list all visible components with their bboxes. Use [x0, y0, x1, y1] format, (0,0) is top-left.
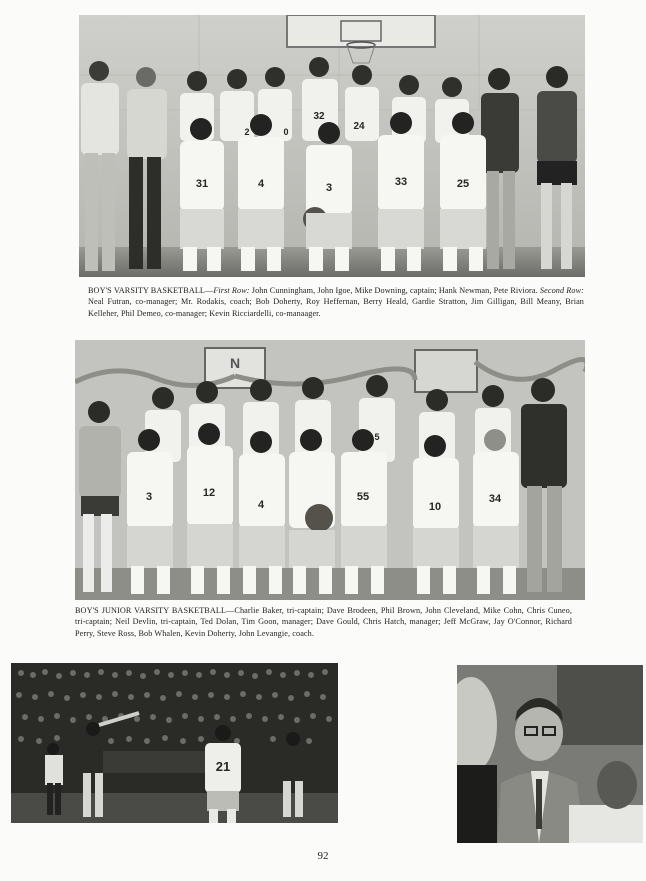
game-action-photo [11, 663, 338, 823]
varsity-jersey-back-2: 0 [283, 127, 289, 137]
varsity-caption: BOY'S VARSITY BASKETBALL—First Row: John Cunningham, John Igoe, Mike Downing, captain; Hank Newman, Pete Riviora. Second Row: Neal Futran, co-manager; Mr. Rodakis, coach; Bob Doherty, Roy Heffernan, Berry Heald, Gardie Stratton, Jim Gilligan, Bill Meany, Brian Kelleher, Phil Demeo, co-manager; Kevin Ricciardelli, co-manaager. [88, 286, 584, 318]
jv-jersey-12: 12 [202, 487, 216, 499]
varsity-jersey-33: 33 [394, 176, 408, 188]
game-jersey-21: 21 [215, 759, 231, 774]
junior-varsity-team-photo [75, 340, 585, 600]
jv-jersey-back-2: 5 [374, 432, 380, 442]
varsity-team-photo [79, 15, 585, 277]
varsity-jersey-back-3: 32 [313, 111, 325, 122]
junior-varsity-names: Charlie Baker, tri-captain; Dave Brodeen, Phil Brown, John Cleveland, Mike Cohn, Chris Cuneo, tri-captain; Neil Devlin, tri-captain, Ted Dolan, Tim Goon, manager; Dave Gould, Chris Hatch, manager; Jeff McGraw, Jay O'Connor, Richard Perry, Steve Ross, Bob Whalen, Kevin Doherty, John Levangie, coach. [75, 606, 572, 638]
jv-jersey-3: 3 [145, 491, 153, 503]
jv-jersey-55: 55 [356, 491, 370, 503]
page-number: 92 [317, 850, 329, 862]
varsity-row2-label: Second Row: [539, 286, 584, 295]
coach-candid-photo [457, 665, 643, 843]
varsity-row1-names: John Cunningham, John Igoe, Mike Downing, captain; Hank Newman, Pete Riviora. [251, 286, 538, 295]
svg-text:N: N [229, 355, 241, 371]
varsity-row2-names: Neal Futran, co-manager; Mr. Rodakis, coach; Bob Doherty, Roy Heffernan, Berry Heald, Gardie Stratton, Jim Gilligan, Bill Meany, Brian Kelleher, Phil Demeo, co-manager; Kevin Ricciardelli, co-manaager. [88, 297, 584, 318]
varsity-jersey-31: 31 [195, 178, 209, 190]
varsity-heading: BOY'S VARSITY BASKETBALL [88, 286, 206, 295]
jv-jersey-back-1: 1 [310, 432, 316, 442]
jv-jersey-10: 10 [428, 501, 442, 513]
jv-jersey-34: 34 [488, 493, 502, 505]
varsity-row1-label: First Row: [213, 286, 250, 295]
jv-jersey-4: 4 [257, 499, 265, 511]
varsity-jersey-25: 25 [456, 178, 470, 190]
junior-varsity-caption: BOY'S JUNIOR VARSITY BASKETBALL—Charlie Baker, tri-captain; Dave Brodeen, Phil Brown, John Cleveland, Mike Cohn, Chris Cuneo, tri-captain; Neil Devlin, tri-captain, Ted Dolan, Tim Goon, manager; Dave Gould, Chris Hatch, manager; Jeff McGraw, Jay O'Connor, Richard Perry, Steve Ross, Bob Whalen, Kevin Doherty, John Levangie, coach. [75, 606, 572, 638]
varsity-jersey-back-4: 24 [353, 121, 365, 132]
junior-varsity-heading: BOY'S JUNIOR VARSITY BASKETBALL [75, 606, 227, 615]
varsity-jersey-3: 3 [325, 182, 333, 194]
varsity-jersey-4: 4 [257, 178, 265, 190]
varsity-jersey-back-1: 2 [244, 127, 250, 137]
